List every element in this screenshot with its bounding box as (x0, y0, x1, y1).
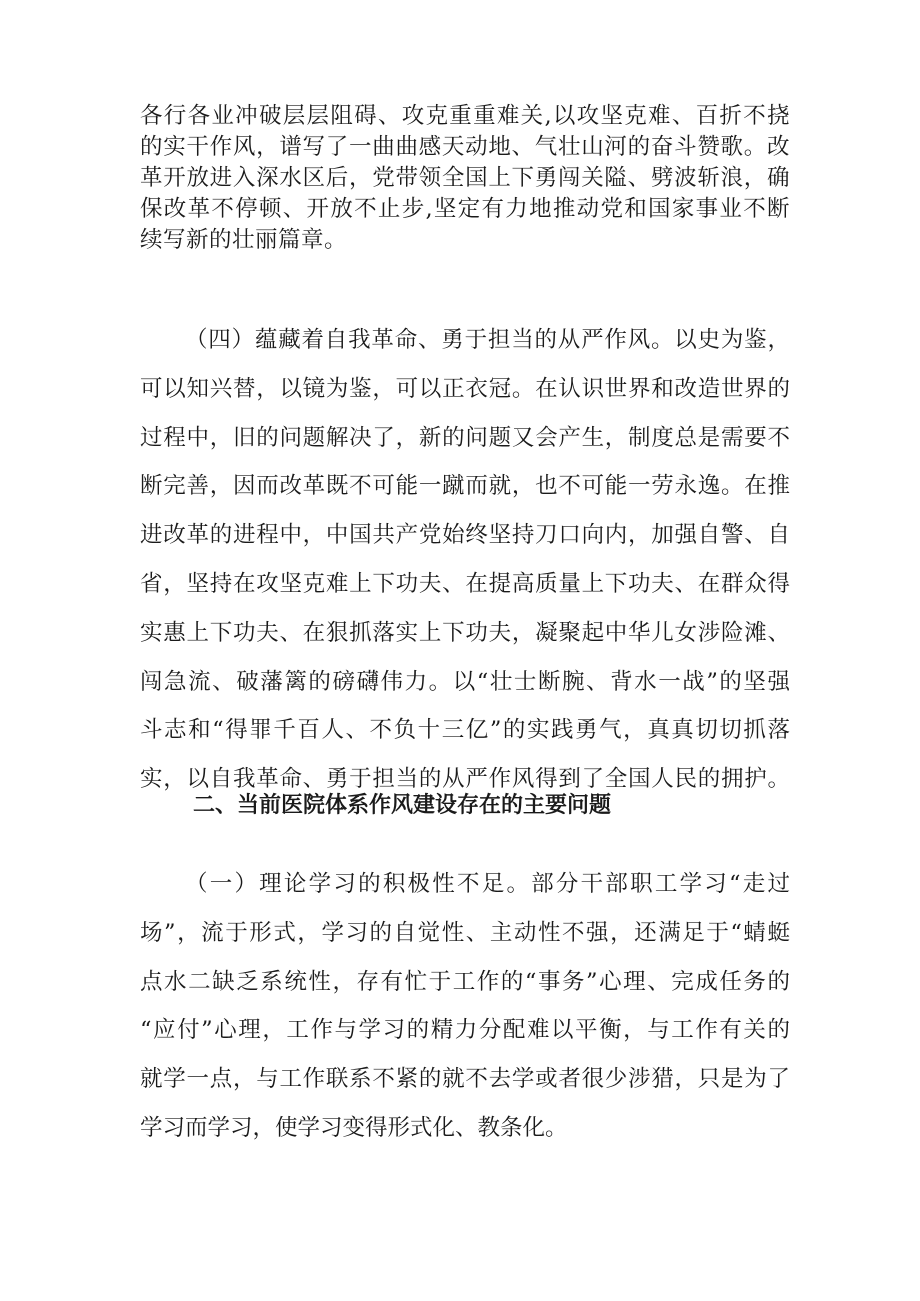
paragraph-line: 续写新的壮丽篇章。 (140, 227, 348, 253)
continued-paragraph (140, 101, 790, 256)
paragraph-line: 革开放进入深水区后，党带领全国上下勇闯关隘、劈波斩浪，确 (140, 165, 790, 191)
paragraph-line: 场”，流于形式，学习的自觉性、主动性不强，还满足于“蜻蜓 (140, 919, 790, 946)
paragraph-line: 斗志和“得罪千百人、不负十三亿”的实践勇气，真真切切抓落 (140, 717, 790, 744)
paragraph-line: 断完善，因而改革既不可能一蹴而就，也不可能一劳永逸。在推 (140, 473, 790, 500)
paragraph-line: 的实干作风，谱写了一曲曲感天动地、气壮山河的奋斗赞歌。改 (140, 134, 790, 160)
paragraph-line: 闯急流、破藩篱的磅礴伟力。以“壮士断腕、背水一战”的坚强 (140, 668, 790, 695)
paragraph-line: 进改革的进程中，中国共产党始终坚持刀口向内，加强自警、自 (140, 522, 790, 549)
paragraph-line: 实，以自我革命、勇于担当的从严作风得到了全国人民的拥护。 (140, 766, 790, 793)
paragraph-line: “应付”心理，工作与学习的精力分配难以平衡，与工作有关的 (140, 1017, 790, 1044)
paragraph-line: （四）蕴藏着自我革命、勇于担当的从严作风。以史为鉴， (185, 327, 790, 353)
paragraph-line: 可以知兴替，以镜为鉴，可以正衣冠。在认识世界和改造世界的 (140, 375, 790, 402)
paragraph-line: 点水二缺乏系统性，存有忙于工作的“事务”心理、完成任务的 (140, 968, 790, 995)
paragraph-line: 保改革不停顿、开放不止步,坚定有力地推动党和国家事业不断 (140, 196, 790, 222)
paragraph-line: 实惠上下功夫、在狠抓落实上下功夫，凝聚起中华儿女涉险滩、 (140, 619, 790, 646)
section-heading: 二、当前医院体系作风建设存在的主要问题 (193, 792, 612, 818)
paragraph-line: 就学一点，与工作联系不紧的就不去学或者很少涉猎，只是为了 (140, 1066, 790, 1093)
paragraph-line: （一）理论学习的积极性不足。部分干部职工学习“走过 (185, 871, 790, 897)
paragraph-line: 学习而学习，使学习变得形式化、教条化。 (140, 1114, 568, 1141)
paragraph-line: 各行各业冲破层层阻碍、攻克重重难关,以攻坚克难、百折不挠 (140, 103, 790, 129)
paragraph-section-four (140, 316, 790, 804)
paragraph-line: 过程中，旧的问题解决了，新的问题又会产生，制度总是需要不 (140, 424, 790, 451)
paragraph-line: 省，坚持在攻坚克难上下功夫、在提高质量上下功夫、在群众得 (140, 570, 790, 597)
paragraph-item-one (140, 860, 790, 1153)
